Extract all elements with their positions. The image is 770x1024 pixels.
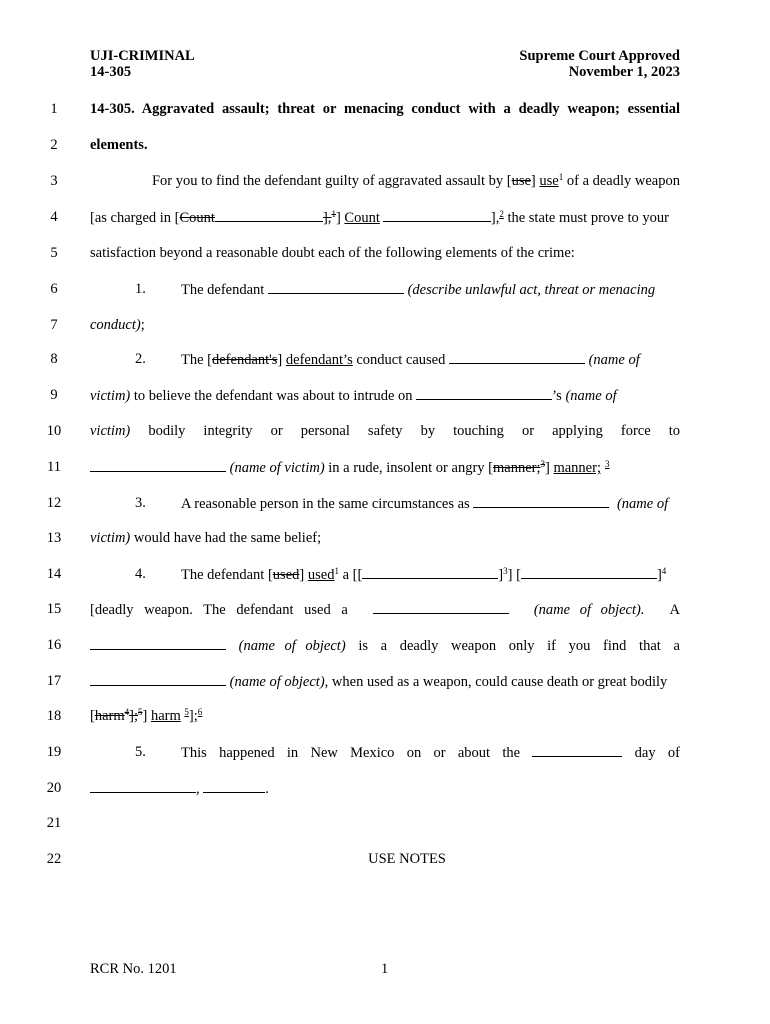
line-number: 13 — [46, 530, 62, 546]
word: personal — [300, 423, 350, 439]
word: find — [603, 638, 627, 654]
element-number: 5. — [135, 744, 146, 760]
text: The [ — [181, 352, 212, 368]
text: ] — [299, 567, 308, 583]
element-line — [90, 708, 680, 725]
line-number: 11 — [47, 459, 61, 475]
footnote-ref: 1 — [334, 566, 339, 576]
text: ] — [656, 567, 662, 583]
word: happened — [219, 745, 275, 761]
italic-text: (describe unlawful act, threat or menacing — [403, 282, 656, 298]
word: applying — [552, 423, 603, 439]
strike-text: manner; — [492, 460, 541, 476]
word: in — [286, 745, 299, 761]
word: safety — [367, 423, 403, 439]
object-blank — [90, 637, 226, 650]
element-line — [90, 780, 680, 798]
header-title: UJI-CRIMINAL — [90, 48, 195, 64]
word: of — [667, 745, 680, 761]
line-number: 15 — [46, 601, 62, 617]
line-number: 21 — [46, 815, 62, 831]
line-number: 6 — [50, 281, 58, 297]
italic-text: victim) — [90, 423, 131, 439]
element-line — [90, 530, 680, 547]
victim-blank — [416, 387, 552, 400]
element-line — [181, 281, 680, 299]
italic-text: (name of — [613, 496, 669, 512]
line-number: 10 — [46, 423, 62, 439]
strike-text: ], — [322, 210, 332, 226]
word: about — [457, 745, 491, 761]
element-number: 1. — [135, 281, 146, 297]
element-number: 3. — [135, 495, 146, 511]
element-number: 4. — [135, 566, 146, 582]
footnote-ref: 6 — [197, 707, 203, 717]
line-number: 5 — [50, 245, 58, 261]
text: A reasonable person in the same circumstances as — [181, 496, 474, 512]
text: a [[ — [338, 567, 363, 583]
italic-text: (name of victim) — [226, 460, 325, 476]
word: by — [420, 423, 436, 439]
word: or — [270, 423, 283, 439]
text: of a deadly weapon — [563, 173, 680, 189]
inserted-text: harm — [150, 708, 181, 724]
inserted-text: defendant’s — [285, 352, 353, 368]
victim-blank — [473, 495, 609, 508]
word: touching — [453, 423, 504, 439]
text: For you to find the defendant guilty of aggravated assault by [ — [151, 173, 512, 189]
footnote-ref: 1 — [331, 209, 336, 219]
footnote-ref: 3 — [540, 459, 545, 469]
line-number: 22 — [46, 851, 62, 867]
year-blank — [203, 780, 265, 793]
word: to — [668, 423, 680, 439]
word: is — [358, 638, 368, 654]
word: that — [639, 638, 661, 654]
line-number: 20 — [46, 780, 62, 796]
word: Mexico — [350, 745, 395, 761]
italic-text: victim) — [90, 388, 131, 404]
element-line — [181, 351, 680, 369]
header-date: November 1, 2023 — [568, 64, 680, 80]
text: ] — [335, 210, 345, 226]
text: A — [669, 602, 680, 618]
use-notes-heading: USE NOTES — [368, 851, 446, 867]
doc-header-right — [519, 48, 680, 80]
word: bodily — [148, 423, 186, 439]
element-line — [90, 459, 680, 477]
italic-text: (name of — [584, 352, 640, 368]
inserted-text: used — [307, 567, 335, 583]
text: ] — [530, 173, 540, 189]
text: ] [ — [507, 567, 521, 583]
text: The defendant — [181, 282, 268, 298]
count-blank — [383, 209, 491, 222]
word: deadly — [399, 638, 439, 654]
victim-blank — [449, 351, 585, 364]
line-number: 1 — [50, 101, 58, 117]
act-blank — [268, 281, 404, 294]
month-blank — [90, 780, 196, 793]
element-line — [90, 601, 680, 619]
text: , when used as a weapon, could cause death or great bodily — [324, 674, 668, 690]
text: would have had the same belief; — [130, 530, 322, 546]
object-blank — [90, 673, 226, 686]
inserted-text: ], — [490, 210, 500, 226]
element-line — [90, 387, 680, 405]
line-number: 16 — [46, 637, 62, 653]
element-line — [181, 495, 680, 513]
line-number: 12 — [46, 495, 62, 511]
word: weapon — [451, 638, 497, 654]
section-title: 14-305. Aggravated assault; threat or menacing conduct with a deadly weapon; essential — [90, 101, 680, 117]
inserted-text: manner; — [553, 460, 601, 476]
line-number: 17 — [46, 673, 62, 689]
object-blank — [373, 601, 509, 614]
italic-text: victim) — [90, 530, 131, 546]
footnote-ref: 5 — [138, 707, 143, 717]
italic-text: conduct) — [90, 317, 141, 333]
word: on — [406, 745, 422, 761]
italic-text: (name of object). — [533, 602, 645, 618]
text: [as charged in [ — [90, 210, 180, 226]
text: ] — [498, 567, 504, 583]
text: ] — [142, 708, 151, 724]
footnote-ref: 3 — [503, 566, 508, 576]
line-number: 9 — [50, 387, 58, 403]
footnote-ref: 5 — [184, 707, 189, 717]
line-number: 7 — [50, 317, 58, 333]
victim-blank — [90, 459, 226, 472]
line-number: 4 — [50, 209, 58, 225]
text: conduct caused — [352, 352, 449, 368]
word: only — [508, 638, 535, 654]
italic-text: (name of object) — [238, 638, 346, 654]
header-approval: Supreme Court Approved — [519, 48, 680, 64]
footnote-ref: 1 — [558, 172, 564, 182]
line-number: 19 — [46, 744, 62, 760]
strike-text: harm — [94, 708, 125, 724]
element-line — [90, 423, 680, 440]
footnote-ref: 4 — [124, 707, 130, 717]
section-title-cont: elements. — [90, 137, 148, 153]
text: ] — [545, 460, 554, 476]
page-number: 1 — [381, 961, 389, 977]
strike-text: used — [272, 567, 300, 583]
element-line — [181, 744, 680, 762]
footnote-ref: 3 — [604, 459, 610, 469]
weapon-blank — [521, 566, 657, 579]
italic-text: (name of — [561, 388, 617, 404]
word: or — [433, 745, 446, 761]
word: a — [380, 638, 388, 654]
word: day — [634, 745, 656, 761]
footnote-ref: 2 — [499, 209, 504, 219]
text: ; — [140, 317, 145, 333]
line-number: 2 — [50, 137, 58, 153]
text: to believe the defendant was about to intrude on — [130, 388, 417, 404]
word: This — [181, 745, 207, 761]
inserted-text: Count — [344, 210, 380, 226]
italic-text: (name of object) — [226, 674, 325, 690]
inserted-text: ]; — [188, 708, 198, 724]
element-line — [181, 566, 680, 584]
intro-line — [90, 209, 680, 227]
intro-line: satisfaction beyond a reasonable doubt each of the following elements of the crime: — [90, 245, 575, 261]
word: a — [673, 638, 680, 654]
word: integrity — [203, 423, 253, 439]
word: you — [568, 638, 591, 654]
text: in a rude, insolent or angry [ — [324, 460, 493, 476]
element-line — [90, 673, 680, 691]
line-number: 3 — [50, 173, 58, 189]
strike-text: defendant's — [212, 352, 278, 368]
text: , — [196, 781, 200, 797]
text: the state must prove to your — [503, 210, 669, 226]
text: ’s — [552, 388, 562, 404]
line-number: 14 — [46, 566, 62, 582]
footer-rcr: RCR No. 1201 — [90, 961, 177, 977]
inserted-text: use — [539, 173, 559, 189]
word: or — [521, 423, 535, 439]
doc-header-left — [90, 48, 195, 80]
strike-text: use — [511, 173, 531, 189]
element-line — [90, 317, 680, 334]
element-number: 2. — [135, 351, 146, 367]
header-code: 14-305 — [90, 64, 132, 80]
word: the — [502, 745, 521, 761]
day-blank — [532, 744, 622, 757]
text: The defendant [ — [181, 567, 273, 583]
word: if — [547, 638, 557, 654]
element-line — [90, 637, 680, 655]
word: force — [620, 423, 651, 439]
line-number: 18 — [46, 708, 62, 724]
text: . — [265, 781, 269, 797]
text: [deadly weapon. The defendant used a — [90, 602, 348, 618]
count-blank-strike — [215, 209, 323, 222]
word: New — [310, 745, 338, 761]
strike-text: Count — [179, 210, 215, 226]
text: [ — [90, 708, 95, 724]
weapon-blank — [362, 566, 498, 579]
text: ] — [277, 352, 286, 368]
strike-text: ]; — [129, 708, 138, 724]
footnote-ref: 4 — [661, 566, 667, 576]
line-number: 8 — [50, 351, 58, 367]
intro-line — [135, 173, 680, 190]
